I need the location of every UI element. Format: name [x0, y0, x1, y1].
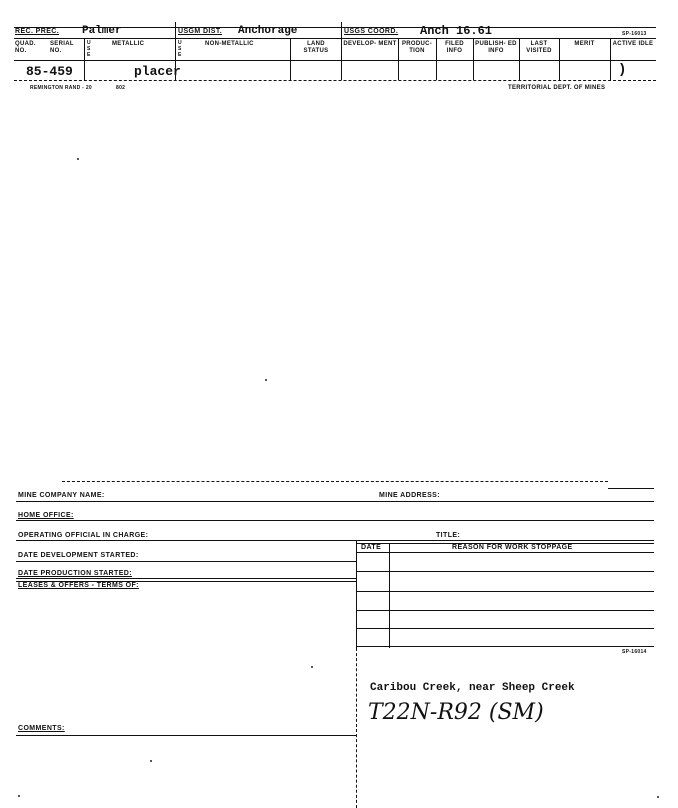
- stoppage-date-header: DATE: [361, 544, 382, 551]
- col-production: PRODUC- TION: [401, 41, 433, 54]
- stoppage-row-rule: [356, 610, 654, 611]
- form-number-bottom: SP-16014: [622, 649, 647, 655]
- form-top-tail: [608, 488, 654, 489]
- form-top-dashed: [62, 481, 608, 482]
- printer-label: REMINGTON RAND - 20: [30, 85, 93, 91]
- usgm-dist-value: Anchorage: [238, 25, 298, 37]
- leases-offers-label: LEASES & OFFERS - TERMS OF:: [18, 582, 139, 589]
- usgs-coord-label: USGS COORD.: [344, 28, 399, 35]
- date-prod-rule: [16, 578, 356, 579]
- date-dev-rule: [16, 561, 356, 562]
- col-development: DEVELOP- MENT: [343, 41, 397, 47]
- col-divider: [84, 38, 85, 80]
- col-divider: [341, 22, 342, 80]
- title-label: TITLE:: [436, 532, 461, 539]
- col-last-visited: LAST VISITED: [526, 41, 552, 54]
- col-use-nonmetallic: U S E: [178, 40, 182, 58]
- speck: [657, 796, 659, 798]
- col-use-metallic: U S E: [87, 40, 91, 58]
- home-office-rule: [16, 520, 654, 521]
- col-serial-no: SERIAL NO.: [50, 41, 74, 54]
- date-development-started-label: DATE DEVELOPMENT STARTED:: [18, 552, 139, 559]
- col-published-info: PUBLISH- ED INFO: [475, 41, 517, 54]
- col-filed-info: FILED INFO: [445, 41, 464, 54]
- speck: [265, 379, 267, 381]
- rec-prec-label: REC. PREC.: [15, 28, 60, 35]
- mine-company-name-label: MINE COMPANY NAME:: [18, 492, 105, 499]
- stoppage-header-rule: [356, 552, 654, 553]
- col-quad-no: QUAD. NO.: [15, 41, 36, 54]
- col-merit: MERIT: [574, 41, 595, 47]
- printer-code: 802: [116, 85, 126, 91]
- handwritten-note: T22N-R92 (SM): [368, 700, 544, 725]
- speck: [18, 795, 20, 797]
- speck: [311, 666, 313, 668]
- mine-company-rule: [16, 501, 654, 502]
- col-active-idle: ACTIVE IDLE: [612, 41, 654, 47]
- usgs-coord-value: Anch 16.61: [420, 24, 493, 38]
- col-non-metallic: NON-METALLIC: [205, 41, 254, 47]
- operating-official-rule: [16, 540, 654, 541]
- home-office-label: HOME OFFICE:: [18, 512, 74, 519]
- stoppage-row-rule: [356, 571, 654, 572]
- stoppage-row-rule: [356, 628, 654, 629]
- header-bottom-rule: [14, 80, 656, 81]
- stoppage-row-rule: [356, 591, 654, 592]
- quad-serial-value: 85-459: [26, 64, 73, 79]
- metallic-value: placer: [134, 64, 181, 79]
- speck: [77, 158, 79, 160]
- department-label: TERRITORIAL DEPT. OF MINES: [508, 85, 606, 91]
- active-idle-mark: ): [618, 62, 627, 78]
- operating-official-label: OPERATING OFFICIAL IN CHARGE:: [18, 532, 149, 539]
- col-metallic: METALLIC: [112, 41, 145, 47]
- mine-address-label: MINE ADDRESS:: [379, 492, 440, 499]
- location-note: Caribou Creek, near Sheep Creek: [370, 682, 575, 694]
- notes-divider: [356, 648, 357, 808]
- comments-label: COMMENTS:: [18, 725, 65, 732]
- rec-prec-value: Palmer: [82, 25, 122, 37]
- stoppage-reason-header: REASON FOR WORK STOPPAGE: [452, 544, 573, 551]
- stoppage-date-divider: [389, 543, 390, 648]
- col-divider: [610, 38, 611, 80]
- speck: [150, 760, 152, 762]
- comments-rule: [16, 735, 356, 736]
- date-production-started-label: DATE PRODUCTION STARTED:: [18, 570, 132, 577]
- col-divider: [290, 38, 291, 80]
- col-land-status: LAND STATUS: [303, 41, 329, 54]
- usgm-dist-label: USGM DIST.: [178, 28, 223, 35]
- stoppage-row-rule: [356, 646, 654, 647]
- stoppage-left-border: [356, 540, 357, 648]
- form-number-top: SP-16013: [622, 31, 647, 37]
